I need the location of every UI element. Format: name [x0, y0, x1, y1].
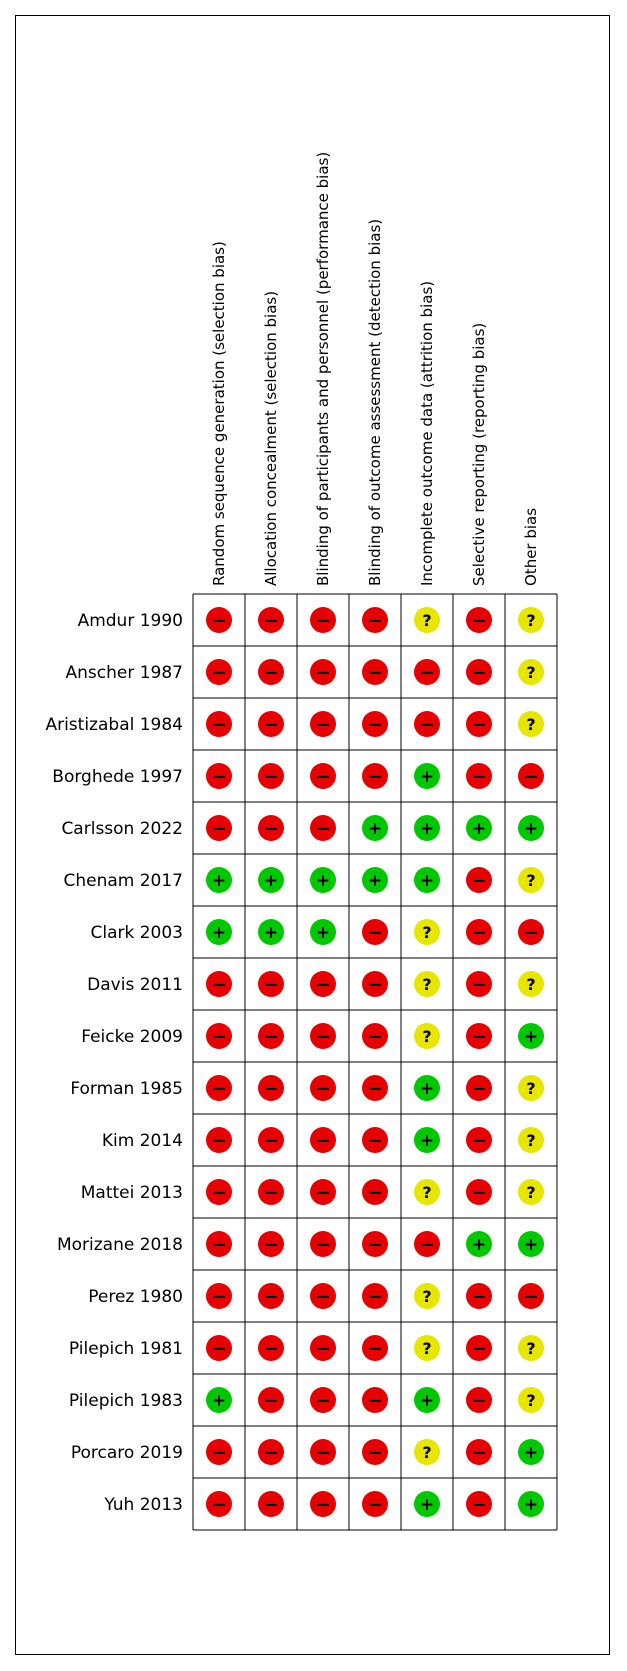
rating-high	[206, 1075, 232, 1101]
rating-low	[362, 815, 388, 841]
study-label: Pilepich 1981	[68, 1339, 183, 1359]
rating-high	[466, 1335, 492, 1361]
rating-high	[466, 1023, 492, 1049]
rating-high	[206, 1491, 232, 1517]
rating-symbol: ?	[422, 610, 432, 630]
rating-high	[518, 1283, 544, 1309]
rating-symbol: −	[367, 662, 383, 684]
rating-high	[466, 659, 492, 685]
rating-high	[310, 1231, 336, 1257]
rating-symbol: ?	[526, 1078, 536, 1098]
rating-symbol: −	[471, 1442, 487, 1464]
rating-symbol: +	[419, 1131, 435, 1152]
rating-symbol: −	[211, 1026, 227, 1048]
rating-symbol: ?	[526, 1182, 536, 1202]
rating-symbol: −	[263, 1130, 279, 1152]
rating-symbol: −	[315, 974, 331, 996]
rating-symbol: −	[315, 1338, 331, 1360]
rating-symbol: −	[263, 818, 279, 840]
rating-symbol: +	[419, 1391, 435, 1412]
rating-low	[414, 1491, 440, 1517]
rating-symbol: −	[367, 1442, 383, 1464]
column-header: Other bias	[522, 507, 540, 586]
study-label: Davis 2011	[87, 975, 183, 995]
rating-symbol: −	[211, 1442, 227, 1464]
rating-symbol: +	[315, 871, 331, 892]
rating-symbol: −	[315, 1182, 331, 1204]
rating-symbol: +	[211, 871, 227, 892]
rating-symbol: ?	[422, 1338, 432, 1358]
rating-low	[414, 815, 440, 841]
rating-high	[206, 1283, 232, 1309]
rating-high	[206, 1231, 232, 1257]
rating-high	[362, 1179, 388, 1205]
rating-symbol: −	[471, 974, 487, 996]
rating-symbol: −	[263, 766, 279, 788]
rating-symbol: −	[263, 1026, 279, 1048]
study-label: Porcaro 2019	[70, 1443, 183, 1463]
rating-low	[362, 867, 388, 893]
rating-symbol: −	[471, 1390, 487, 1412]
rating-symbol: −	[315, 610, 331, 632]
rating-unclear	[414, 1023, 440, 1049]
rating-low	[466, 815, 492, 841]
rating-symbol: +	[419, 871, 435, 892]
study-label: Carlsson 2022	[61, 819, 183, 839]
rating-symbol: −	[471, 1494, 487, 1516]
rating-unclear	[414, 1283, 440, 1309]
rating-symbol: −	[367, 1026, 383, 1048]
rating-high	[310, 607, 336, 633]
rating-symbol: −	[471, 610, 487, 632]
rating-symbol: −	[419, 714, 435, 736]
rating-high	[258, 1231, 284, 1257]
column-header: Incomplete outcome data (attrition bias)	[418, 280, 436, 586]
chart-frame	[15, 15, 610, 1655]
rating-low	[414, 1387, 440, 1413]
study-label: Yuh 2013	[104, 1495, 183, 1515]
rating-unclear	[414, 971, 440, 997]
rating-unclear	[414, 1439, 440, 1465]
rating-symbol: +	[367, 871, 383, 892]
rating-symbol: −	[367, 1390, 383, 1412]
rating-symbol: −	[211, 974, 227, 996]
rating-symbol: +	[419, 1079, 435, 1100]
rating-symbol: −	[367, 1130, 383, 1152]
rating-high	[310, 763, 336, 789]
rating-high	[362, 1075, 388, 1101]
rating-symbol: ?	[526, 662, 536, 682]
rating-low	[258, 867, 284, 893]
rating-symbol: −	[315, 1026, 331, 1048]
rating-high	[466, 919, 492, 945]
rating-low	[206, 867, 232, 893]
rating-symbol: −	[211, 662, 227, 684]
study-label: Clark 2003	[90, 923, 183, 943]
rating-symbol: −	[263, 662, 279, 684]
rating-high	[362, 1491, 388, 1517]
rating-high	[310, 1387, 336, 1413]
rating-high	[414, 659, 440, 685]
rating-high	[206, 1335, 232, 1361]
rating-symbol: ?	[526, 610, 536, 630]
rating-unclear	[518, 867, 544, 893]
rating-symbol: −	[367, 1494, 383, 1516]
rating-symbol: −	[315, 1390, 331, 1412]
rating-symbol: −	[315, 1494, 331, 1516]
rating-symbol: −	[211, 766, 227, 788]
rating-high	[258, 1023, 284, 1049]
rating-low	[518, 1439, 544, 1465]
rating-symbol: −	[211, 714, 227, 736]
rating-high	[466, 1179, 492, 1205]
rating-high	[258, 815, 284, 841]
rating-high	[466, 607, 492, 633]
rating-high	[310, 1335, 336, 1361]
rating-high	[466, 1387, 492, 1413]
rating-high	[362, 711, 388, 737]
study-label: Pilepich 1983	[68, 1391, 183, 1411]
rating-high	[258, 711, 284, 737]
study-label: Perez 1980	[88, 1287, 183, 1307]
rating-high	[466, 971, 492, 997]
rating-symbol: −	[367, 766, 383, 788]
rating-high	[206, 607, 232, 633]
rating-symbol: −	[315, 714, 331, 736]
rating-unclear	[518, 1075, 544, 1101]
rating-high	[258, 1075, 284, 1101]
rating-symbol: −	[211, 1078, 227, 1100]
study-label: Borghede 1997	[52, 767, 183, 787]
rating-high	[362, 1335, 388, 1361]
rating-low	[518, 1491, 544, 1517]
study-label: Forman 1985	[70, 1079, 183, 1099]
rating-unclear	[518, 711, 544, 737]
rating-symbol: −	[367, 922, 383, 944]
rating-high	[206, 711, 232, 737]
rating-symbol: −	[211, 1130, 227, 1152]
rating-symbol: −	[263, 1286, 279, 1308]
rating-high	[258, 1127, 284, 1153]
rating-low	[518, 1231, 544, 1257]
rating-symbol: +	[211, 923, 227, 944]
column-header: Blinding of participants and personnel (performance bias)	[314, 151, 332, 586]
rating-high	[310, 1023, 336, 1049]
rating-unclear	[518, 1335, 544, 1361]
rating-symbol: +	[419, 819, 435, 840]
rating-symbol: −	[315, 818, 331, 840]
rating-high	[310, 1179, 336, 1205]
rating-symbol: +	[367, 819, 383, 840]
rating-symbol: ?	[422, 922, 432, 942]
rating-symbol: +	[471, 819, 487, 840]
rating-symbol: −	[471, 1286, 487, 1308]
rating-symbol: −	[263, 1078, 279, 1100]
rating-high	[310, 659, 336, 685]
rating-symbol: −	[419, 662, 435, 684]
rating-symbol: ?	[526, 1130, 536, 1150]
rating-symbol: −	[315, 1442, 331, 1464]
column-header: Allocation concealment (selection bias)	[262, 290, 280, 586]
rating-high	[258, 607, 284, 633]
column-header: Blinding of outcome assessment (detection bias)	[366, 218, 384, 586]
rating-symbol: ?	[422, 1442, 432, 1462]
rating-symbol: −	[471, 1026, 487, 1048]
rating-low	[414, 763, 440, 789]
rating-symbol: −	[263, 1390, 279, 1412]
rating-symbol: ?	[422, 1286, 432, 1306]
rating-low	[258, 919, 284, 945]
rating-high	[258, 971, 284, 997]
rating-symbol: −	[471, 714, 487, 736]
rating-high	[362, 1439, 388, 1465]
rating-symbol: −	[315, 766, 331, 788]
rating-high	[518, 919, 544, 945]
rating-high	[258, 763, 284, 789]
rating-high	[466, 1075, 492, 1101]
study-label: Chenam 2017	[63, 871, 183, 891]
rating-unclear	[518, 607, 544, 633]
rating-symbol: −	[367, 610, 383, 632]
rating-symbol: −	[315, 1286, 331, 1308]
rating-high	[362, 607, 388, 633]
rating-unclear	[414, 1179, 440, 1205]
rating-high	[362, 971, 388, 997]
rating-high	[466, 1491, 492, 1517]
rating-symbol: −	[471, 1338, 487, 1360]
rating-symbol: −	[263, 1234, 279, 1256]
rating-high	[206, 1023, 232, 1049]
column-header: Random sequence generation (selection bias)	[210, 241, 228, 586]
rating-symbol: −	[263, 1182, 279, 1204]
rating-high	[310, 1075, 336, 1101]
rating-symbol: ?	[422, 1182, 432, 1202]
rating-symbol: +	[471, 1235, 487, 1256]
rating-high	[206, 815, 232, 841]
rating-symbol: −	[367, 714, 383, 736]
rating-symbol: −	[367, 1338, 383, 1360]
rating-unclear	[518, 1127, 544, 1153]
rating-high	[310, 1127, 336, 1153]
rating-symbol: −	[367, 1234, 383, 1256]
rating-high	[206, 1127, 232, 1153]
study-label: Amdur 1990	[77, 611, 183, 631]
rating-high	[258, 1283, 284, 1309]
rating-high	[258, 1387, 284, 1413]
risk-of-bias-chart	[16, 16, 611, 1656]
rating-unclear	[518, 659, 544, 685]
rating-high	[258, 1491, 284, 1517]
rating-unclear	[414, 607, 440, 633]
rating-high	[466, 763, 492, 789]
rating-symbol: −	[471, 1078, 487, 1100]
rating-symbol: +	[263, 923, 279, 944]
rating-symbol: −	[367, 1078, 383, 1100]
rating-symbol: −	[315, 1234, 331, 1256]
rating-symbol: +	[419, 767, 435, 788]
rating-high	[362, 1127, 388, 1153]
rating-symbol: −	[367, 974, 383, 996]
study-label: Kim 2014	[101, 1131, 183, 1151]
rating-high	[258, 659, 284, 685]
column-header: Selective reporting (reporting bias)	[470, 322, 488, 586]
rating-symbol: −	[211, 818, 227, 840]
rating-high	[310, 1439, 336, 1465]
rating-symbol: −	[471, 1182, 487, 1204]
rating-unclear	[414, 1335, 440, 1361]
rating-high	[362, 763, 388, 789]
rating-symbol: −	[263, 1442, 279, 1464]
rating-unclear	[414, 919, 440, 945]
rating-symbol: ?	[422, 1026, 432, 1046]
rating-symbol: ?	[526, 974, 536, 994]
rating-low	[414, 867, 440, 893]
rating-high	[466, 711, 492, 737]
rating-high	[518, 763, 544, 789]
rating-high	[206, 659, 232, 685]
rating-low	[414, 1127, 440, 1153]
rating-high	[310, 1491, 336, 1517]
rating-high	[466, 1127, 492, 1153]
rating-symbol: −	[471, 1130, 487, 1152]
rating-symbol: ?	[526, 1338, 536, 1358]
rating-symbol: +	[523, 1235, 539, 1256]
rating-symbol: ?	[526, 1390, 536, 1410]
rating-symbol: −	[471, 662, 487, 684]
rating-symbol: −	[367, 1286, 383, 1308]
rating-low	[466, 1231, 492, 1257]
rating-unclear	[518, 1387, 544, 1413]
rating-symbol: −	[315, 1130, 331, 1152]
rating-unclear	[518, 971, 544, 997]
rating-high	[206, 971, 232, 997]
rating-symbol: −	[211, 1494, 227, 1516]
rating-high	[362, 1231, 388, 1257]
rating-low	[206, 1387, 232, 1413]
rating-symbol: −	[263, 610, 279, 632]
rating-high	[258, 1179, 284, 1205]
rating-high	[362, 1387, 388, 1413]
rating-low	[518, 1023, 544, 1049]
rating-high	[258, 1439, 284, 1465]
rating-symbol: +	[523, 819, 539, 840]
rating-symbol: +	[419, 1495, 435, 1516]
rating-symbol: −	[263, 1494, 279, 1516]
rating-symbol: −	[211, 1338, 227, 1360]
rating-high	[362, 919, 388, 945]
rating-high	[258, 1335, 284, 1361]
rating-symbol: −	[211, 1286, 227, 1308]
rating-high	[310, 711, 336, 737]
rating-symbol: −	[523, 1286, 539, 1308]
rating-symbol: −	[523, 766, 539, 788]
rating-high	[310, 971, 336, 997]
rating-high	[466, 1439, 492, 1465]
rating-symbol: +	[211, 1391, 227, 1412]
rating-low	[310, 867, 336, 893]
rating-low	[310, 919, 336, 945]
rating-symbol: −	[523, 922, 539, 944]
rating-symbol: −	[315, 662, 331, 684]
rating-symbol: −	[367, 1182, 383, 1204]
rating-symbol: +	[523, 1495, 539, 1516]
rating-high	[310, 815, 336, 841]
rating-low	[414, 1075, 440, 1101]
rating-symbol: −	[471, 922, 487, 944]
rating-high	[310, 1283, 336, 1309]
rating-high	[362, 1283, 388, 1309]
rating-symbol: −	[419, 1234, 435, 1256]
rating-symbol: −	[471, 870, 487, 892]
rating-symbol: −	[315, 1078, 331, 1100]
rating-symbol: ?	[422, 974, 432, 994]
rating-symbol: −	[211, 610, 227, 632]
rating-low	[206, 919, 232, 945]
study-label: Mattei 2013	[80, 1183, 183, 1203]
rating-high	[362, 659, 388, 685]
rating-symbol: ?	[526, 870, 536, 890]
rating-high	[206, 763, 232, 789]
rating-high	[206, 1179, 232, 1205]
rating-high	[362, 1023, 388, 1049]
rating-unclear	[518, 1179, 544, 1205]
rating-high	[466, 867, 492, 893]
study-label: Anscher 1987	[65, 663, 183, 683]
rating-symbol: −	[263, 714, 279, 736]
rating-high	[466, 1283, 492, 1309]
rating-symbol: +	[263, 871, 279, 892]
rating-symbol: +	[523, 1443, 539, 1464]
rating-symbol: −	[211, 1234, 227, 1256]
study-label: Feicke 2009	[81, 1027, 183, 1047]
rating-symbol: −	[471, 766, 487, 788]
rating-symbol: −	[263, 974, 279, 996]
rating-symbol: ?	[526, 714, 536, 734]
rating-high	[414, 1231, 440, 1257]
rating-low	[518, 815, 544, 841]
rating-symbol: −	[211, 1182, 227, 1204]
rating-high	[414, 711, 440, 737]
study-label: Aristizabal 1984	[45, 715, 183, 735]
study-label: Morizane 2018	[56, 1235, 183, 1255]
rating-symbol: −	[263, 1338, 279, 1360]
rating-symbol: +	[315, 923, 331, 944]
rating-high	[206, 1439, 232, 1465]
rating-symbol: +	[523, 1027, 539, 1048]
